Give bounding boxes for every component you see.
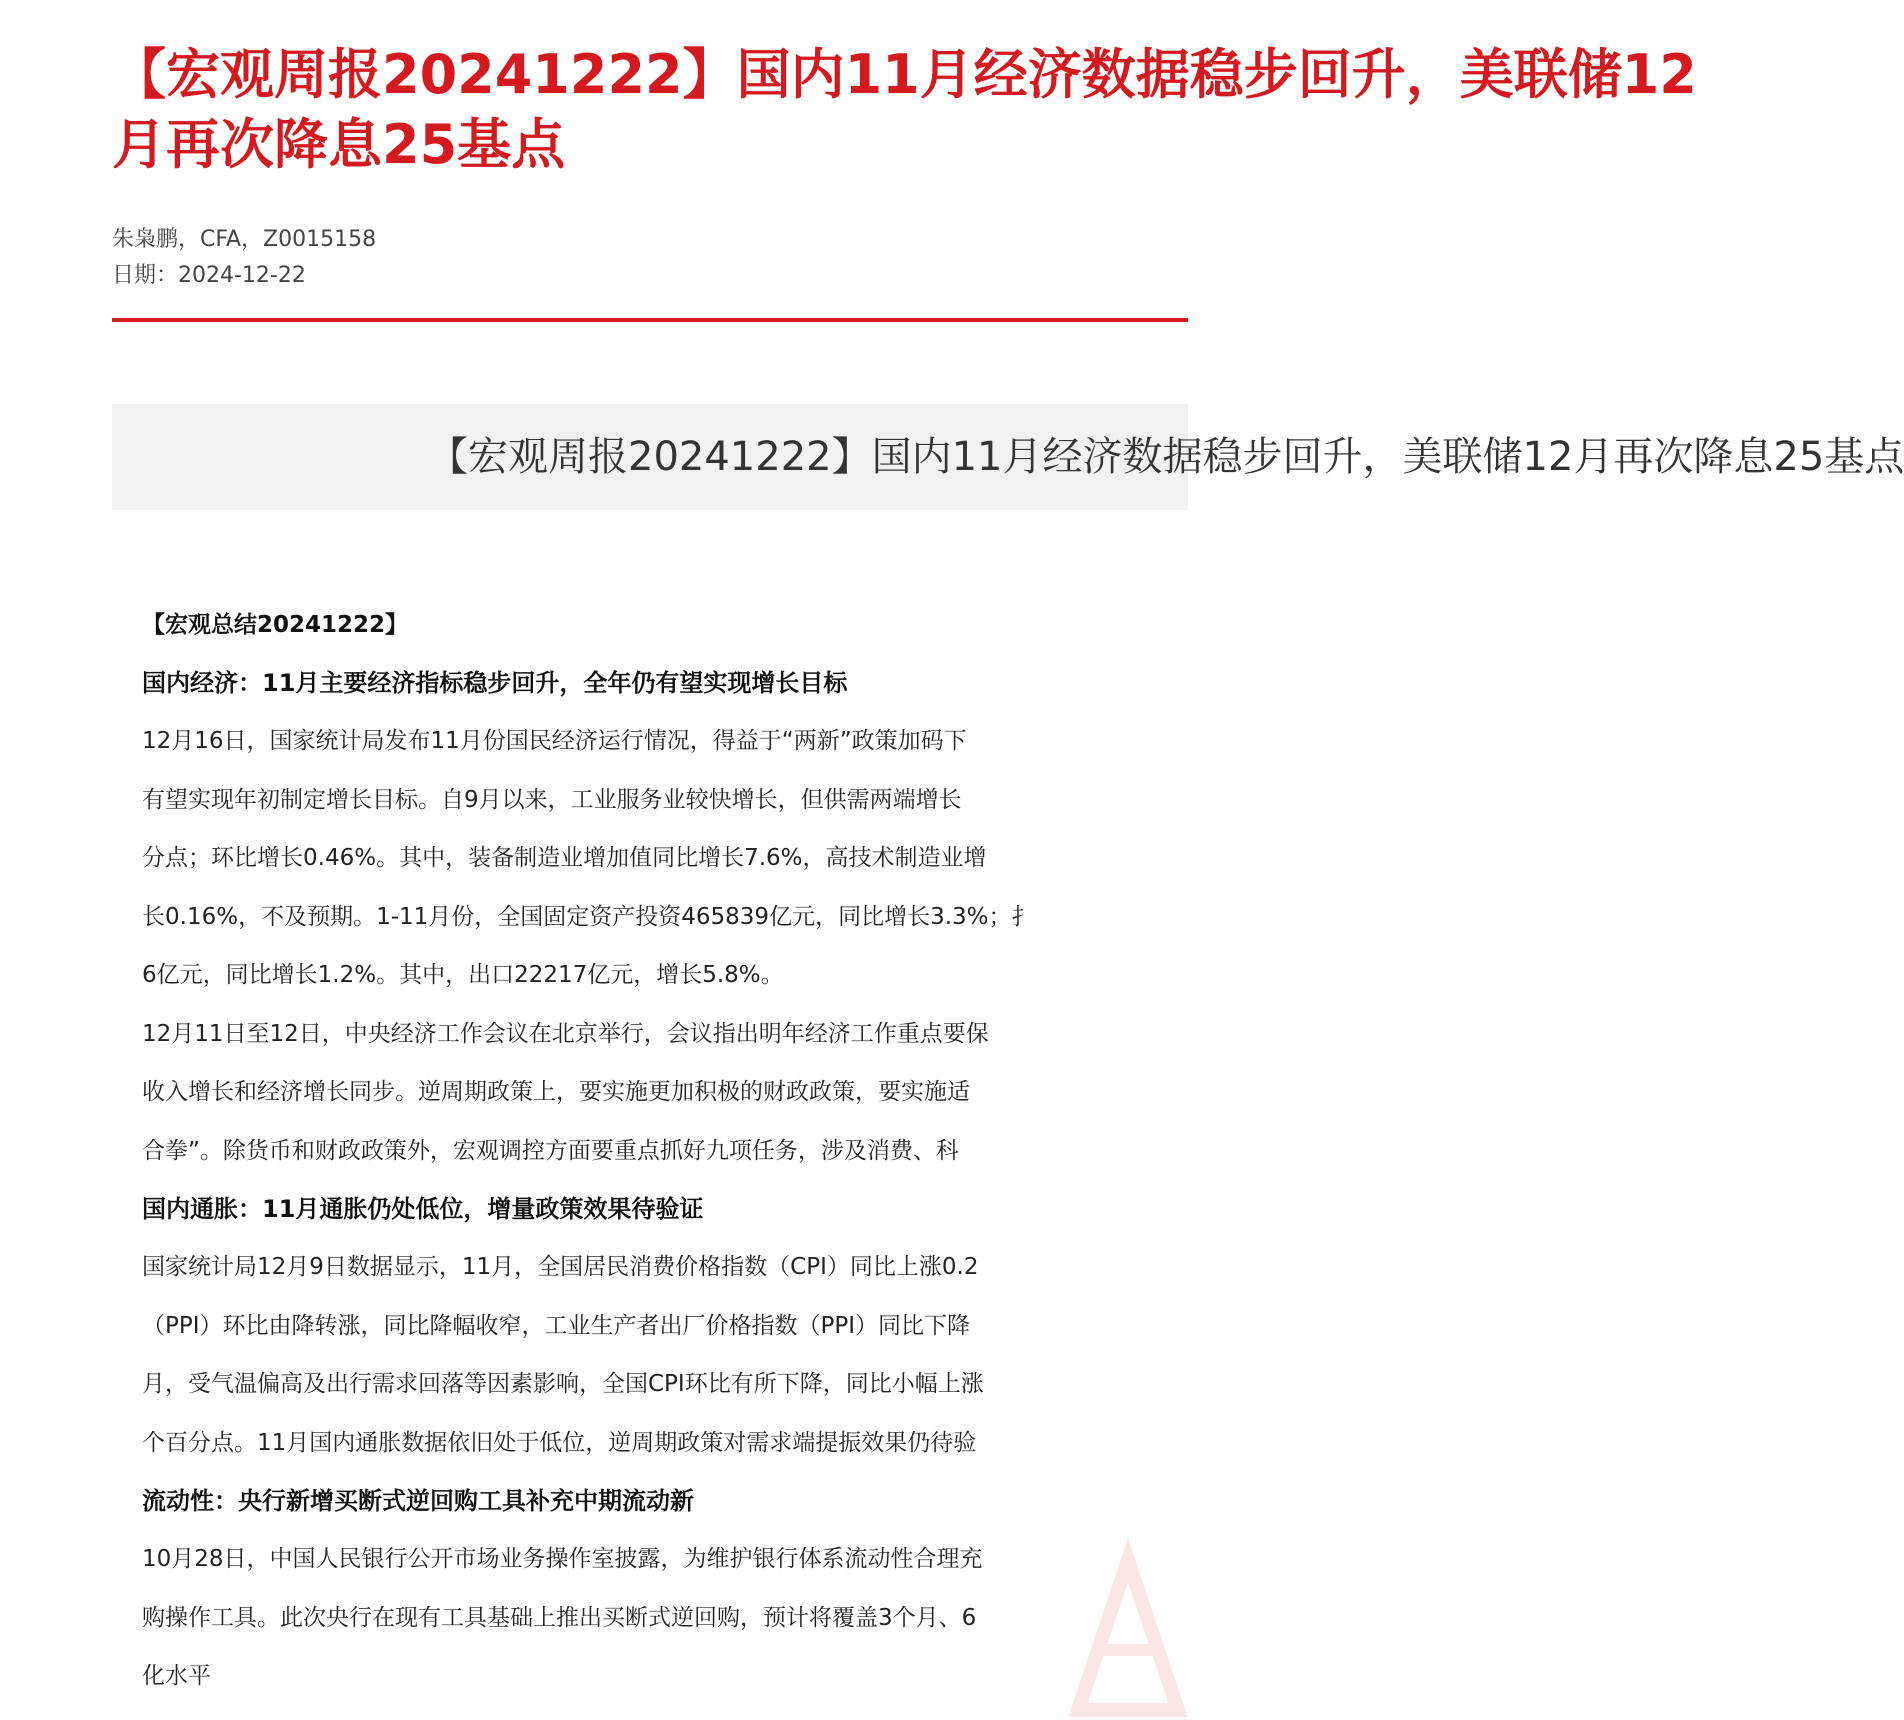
paragraph-line-cut: 化水平 <box>142 1663 211 1689</box>
paragraph-line: 收入增长和经济增长同步。逆周期政策上，要实施更加积极的财政政策，要实施适 <box>142 1079 970 1105</box>
paragraph-line: 国家统计局12月9日数据显示，11月，全国居民消费价格指数（CPI）同比上涨0.2 <box>142 1254 979 1280</box>
section-heading: 国内通胀：11月通胀仍处低位，增量政策效果待验证 <box>142 1195 704 1223</box>
paragraph-line: 合拳”。除货币和财政政策外，宏观调控方面要重点抓好九项任务，涉及消费、科 <box>142 1137 959 1164</box>
document-title <box>112 40 1697 180</box>
watermark-logo-icon <box>1058 1540 1198 1720</box>
paragraph-line: 10月28日，中国人民银行公开市场业务操作室披露，为维护银行体系流动性合理充 <box>142 1546 983 1572</box>
paragraph-line: （PPI）环比由降转涨，同比降幅收窄，工业生产者出厂价格指数（PPI）同比下降 <box>142 1312 971 1339</box>
paragraph-line: 12月16日，国家统计局发布11月份国民经济运行情况，得益于“两新”政策加码下 <box>142 728 967 754</box>
section-domestic-inflation <box>142 1180 1188 1472</box>
paragraph-line: 长0.16%，不及预期。1-11月份，全国固定资产投资465839亿元，同比增长3.3%；扌 <box>142 903 1035 930</box>
paragraph-line: 月，受气温偏高及出行需求回落等因素影响，全国CPI环比有所下降，同比小幅上涨 <box>142 1371 984 1397</box>
section-liquidity <box>142 1472 1188 1689</box>
author-line: 朱枭鹏，CFA，Z0015158 <box>112 227 377 252</box>
header-divider <box>112 318 1188 322</box>
paragraph-line: 分点；环比增长0.46%。其中，装备制造业增加值同比增长7.6%，高技术制造业增 <box>142 845 987 871</box>
summary-heading: 【宏观总结20241222】 <box>142 612 409 638</box>
date-line: 日期：2024-12-22 <box>112 263 306 288</box>
paragraph-line: 购操作工具。此次央行在现有工具基础上推出买断式逆回购，预计将覆盖3个月、6 <box>142 1604 977 1631</box>
title-banner <box>112 404 1904 510</box>
paragraph-line: 12月11日至12日，中央经济工作会议在北京举行，会议指出明年经济工作重点要保 <box>142 1020 989 1047</box>
paragraph-line: 有望实现年初制定增长目标。自9月以来，工业服务业较快增长，但供需两端增长 <box>142 786 962 813</box>
paragraph-line: 6亿元，同比增长1.2%。其中，出口22217亿元，增长5.8%。 <box>142 962 784 988</box>
title-line-2: 月再次降息25基点 <box>112 113 566 176</box>
document-meta <box>112 222 376 294</box>
paragraph-line: 个百分点。11月国内通胀数据依旧处于低位，逆周期政策对需求端提振效果仍待验 <box>142 1429 977 1456</box>
title-line-1: 【宏观周报20241222】国内11月经济数据稳步回升，美联储12 <box>112 43 1697 106</box>
article-body <box>142 596 1188 1689</box>
section-heading: 国内经济：11月主要经济指标稳步回升，全年仍有望实现增长目标 <box>142 669 848 697</box>
banner-title: 【宏观周报20241222】国内11月经济数据稳步回升，美联储12月再次降息25基点 <box>428 434 1904 480</box>
section-heading: 流动性：央行新增买断式逆回购工具补充中期流动新 <box>142 1487 694 1515</box>
section-domestic-economy <box>142 654 1188 1180</box>
